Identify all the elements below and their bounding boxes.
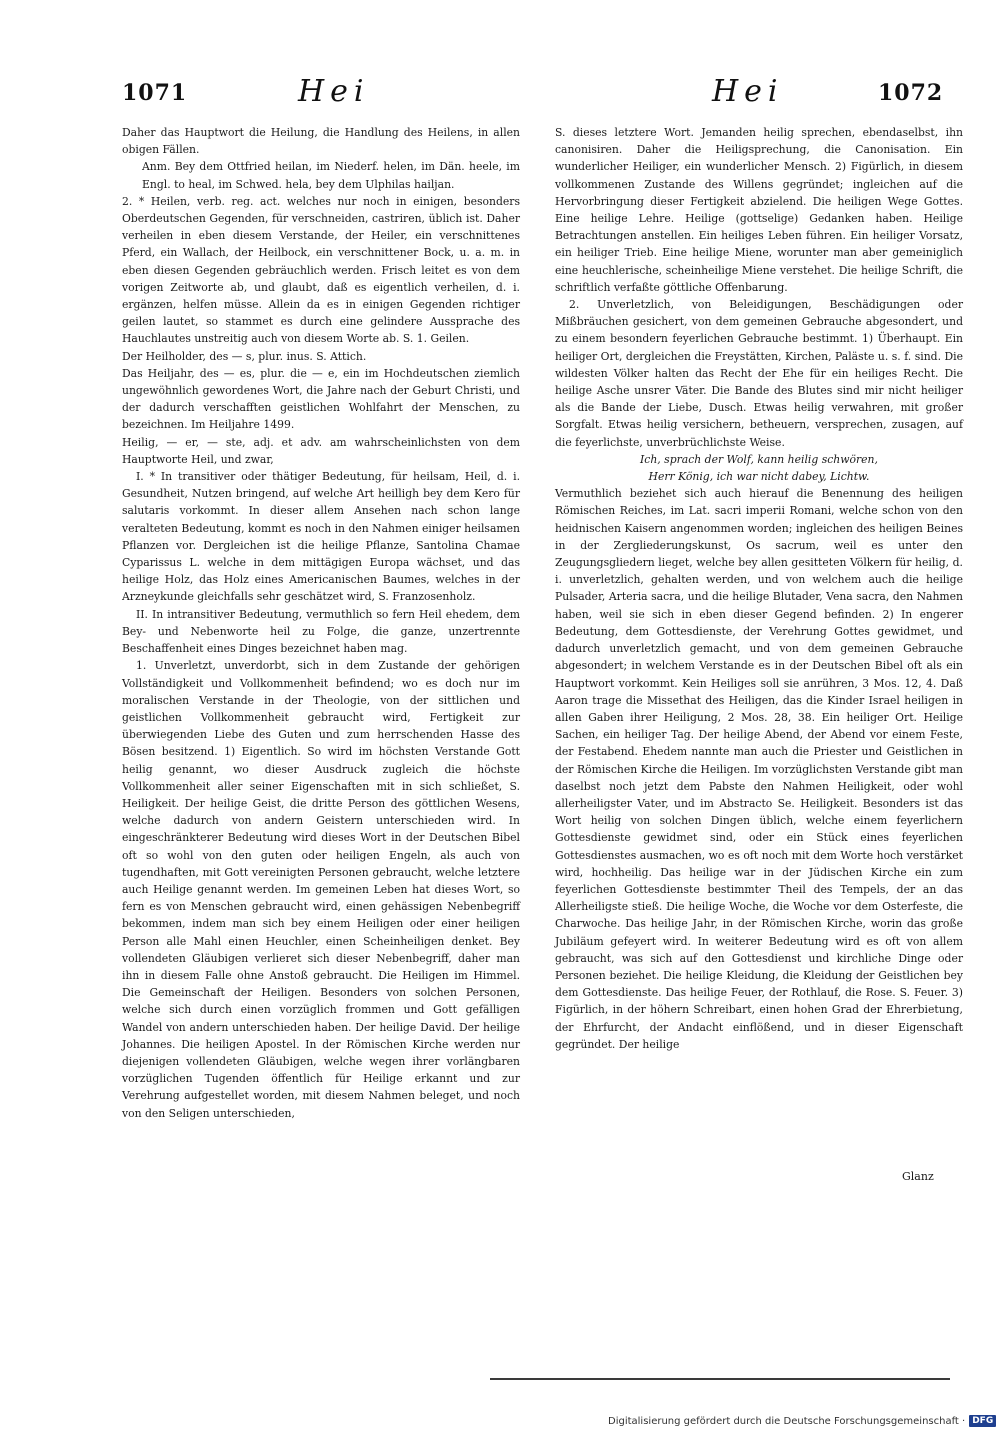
entry-heiljahr: Das Heiljahr, des — es, plur. die — e, ein im Hochdeutschen ziemlich ungewöhnlich gewordenes Wort, die Jahre nach der Geburt Christi, und der dadurch verschafften geistlichen Wohlfahrt der Menschen, zu bezeichnen. Im Heiljahre 1499.: [122, 366, 520, 432]
footer-rule: [490, 1378, 950, 1380]
entry-heilen-2: 2. * Heilen, verb. reg. act. welches nur noch in einigen, besonders Oberdeutschen Gegenden, für verschneiden, castriren, üblich ist. Daher verheilen in eben diesem Verstande, der Heiler, ein verschnittenes Pferd, ein Wallach, der Heilbock, ein verschnittener Bock, u. a. m. in eben diesen Gegenden gebräuchlich werden. Frisch leitet es von dem vorigen Zeitworte ab, und glaubt, daß es eigentlich verheilen, d. i. ergänzen, helfen müsse. Allein da es in einigen Gegenden richtiger geilen lautet, so stammet es durch eine gelindere Aussprache des Hauchlautes unstreitig auch von diesem Worte ab. S. 1. Geilen.: [122, 194, 520, 346]
digitization-footer: [608, 1413, 994, 1429]
entry-heilig: Heilig, — er, — ste, adj. et adv. am wahrscheinlichsten von dem Hauptworte Heil, und zwar,: [122, 435, 520, 466]
paragraph: S. dieses letztere Wort. Jemanden heilig sprechen, ebendaselbst, ihn canonisiren. Daher die Heiligsprechung, die Canonisation. Ein wunderlicher Heiliger, ein wunderlicher Mensch. 2) Figürlich, in diesem vollkommenen Zustande des Willens gegründet; ingleichen auf die Hervorbringung dieser Fertigkeit abzielend. Die heiligen Wege Gottes. Eine heilige Lehre. Heilige (gottselige) Gedanken haben. Heilige Betrachtungen anstellen. Ein heiliges Leben führen. Ein heiliger Vorsatz, ein heiliger Trieb. Eine heilige Miene, worunter man aber gemeiniglich eine heuchlerische, scheinheilige Miene verstehet. Die heilige Schrift, die schriftlich verfaßte göttliche Offenbarung.: [555, 126, 963, 294]
quote-line: Herr König, ich war nicht dabey, Lichtw.: [648, 470, 870, 484]
quote-line: Ich, sprach der Wolf, kann heilig schwören,: [640, 452, 878, 466]
left-column: [122, 124, 520, 1122]
left-page-number: 1071: [122, 80, 188, 106]
paragraph: I. * In transitiver oder thätiger Bedeutung, für heilsam, Heil, d. i. Gesundheit, Nutzen bringend, auf welche Art heilligh bey dem Kero für salutaris vorkommt. In dieser allem Ansehen nach schon lange veralteten Bedeutung, kommt es noch in den Nahmen einiger heilsamen Pflanzen vor. Dergleichen ist die heilige Pflanze, Santolina Chamae Cyparissus L. welche in dem mittägigen Europa wächset, und das heilige Holz, das Holz eines Americanischen Baumes, welches in der Arzneykunde gleichfalls sehr geschätzet wird, S. Franzosenholz.: [122, 470, 520, 604]
paragraph: 1. Unverletzt, unverdorbt, sich in dem Zustande der gehörigen Vollständigkeit und Vollkommenheit befindend; wo es doch nur im moralischen Verstande in der Theologie, von der sittlichen und geistlichen Vollkommenheit gebraucht wird, Fertigkeit zur überwiegenden Liebe des Guten und zum herrschenden Hasse des Bösen besitzend. 1) Eigentlich. So wird im höchsten Verstande Gott heilig genannt, wo dieser Ausdruck zugleich die höchste Vollkommenheit aller seiner Eigenschaften mit in sich schließet, S. Heiligkeit. Der heilige Geist, die dritte Person des göttlichen Wesens, welche dadurch von andern Geistern unterschieden wird. In eingeschränkterer Bedeutung wird dieses Wort in der Deutschen Bibel oft so wohl von den guten oder heiligen Engeln, als auch von tugendhaften, mit Gott vereinigten Personen gebraucht, welche letztere auch Heilige genannt werden. Im gemeinen Leben hat dieses Wort, so fern es von Menschen gebraucht wird, einen gehässigen Nebenbegriff bekommen, indem man sich bey einem Heiligen oder einer heiligen Person alle Mahl einen Heuchler, einen Scheinheiligen denket. Bey vollendeten Gläubigen verlieret sich dieser Nebenbegriff, daher man ihn in diesem Falle ohne Anstoß gebraucht. Die Heiligen im Himmel. Die Gemeinschaft der Heiligen. Besonders von solchen Personen, welche sich durch einen vorzüglich frommen und Gott gefälligen Wandel von andern unterschieden haben. Der heilige David. Der heilige Johannes. Die heiligen Apostel. In der Römischen Kirche werden nur diejenigen vollendeten Gläubigen, welche wegen ihrer vorlängbaren vorzüglichen Tugenden öffentlich für Heilige erkannt und zur Verehrung aufgestellet worden, mit diesem Nahmen beleget, und noch von den Seligen unterschieden,: [122, 659, 520, 1120]
catchword: Glanz: [902, 1170, 934, 1183]
right-running-head: Hei: [712, 74, 784, 109]
paragraph: Vermuthlich beziehet sich auch hierauf die Benennung des heiligen Römischen Reiches, im Lat. sacri imperii Romani, welche schon von den heidnischen Kaisern angenommen worden; ingleichen des heiligen Beines in der Zergliederungskunst, Os sacrum, weil es unter den Zeugungsgliedern lieget, welche bey allen gesitteten Völkern für heilig, d. i. unverletzlich, gehalten werden, und von welchem auch die heilige Pulsader, Arteria sacra, und die heilige Blutader, Vena sacra, den Nahmen haben, weil sie sich in eben dieser Gegend befinden. 2) In engerer Bedeutung, dem Gottesdienste, der Verehrung Gottes gewidmet, und dadurch unverletzlich gemacht, und von dem gemeinen Gebrauche abgesondert; in welchem Verstande es in der Deutschen Bibel oft als ein Hauptwort vorkommt. Kein Heiliges soll sie anrühren, 3 Mos. 12, 4. Daß Aaron trage die Missethat des Heiligen, das die Kinder Israel heiligen in allen Gaben ihrer Heiligung, 2 Mos. 28, 38. Ein heiliger Ort. Heilige Sachen, ein heiliger Tag. Der heilige Abend, der Abend vor einem Feste, der Festabend. Ehedem nannte man auch die Priester und Geistlichen in der Römischen Kirche die Heiligen. Im vorzüglichsten Verstande gibt man daselbst noch jetzt dem Pabste den Nahmen Heiligkeit, oder wohl allerheiligster Vater, und im Abstracto Se. Heiligkeit. Besonders ist das Wort heilig von solchen Dingen üblich, welche einem feyerlichern Gottesdienste gewidmet sind, oder ein Stück eines feyerlichen Gottesdienstes ausmachen, wo es oft noch mit dem Worte hoch verstärket wird, hochheilig. Das heilige war in der Jüdischen Kirche ein zum feyerlichen Gottesdienste bestimmter Theil des Tempels, der an das Allerheiligste stieß. Die heilige Woche, die Woche vor dem Osterfeste, die Charwoche. Das heilige Jahr, in der Römischen Kirche, worin das große Jubiläum gefeyert wird. In weiterer Bedeutung wird es oft von allem gebraucht, was sich auf den Gottesdienst und kirchliche Dinge oder Personen beziehet. Die heilige Kleidung, die Kleidung der Geistlichen bey dem Gottesdienste. Das heilige Feuer, der Rothlauf, die Rose. S. Feuer. 3) Figürlich, in der höhern Schreibart, einen hohen Grad der Ehrerbietung, der Ehrfurcht, der Andacht einflößend, und in dieser Eigenschaft gegründet. Der heilige: [555, 487, 963, 1051]
paragraph: II. In intransitiver Bedeutung, vermuthlich so fern Heil ehedem, dem Bey- und Nebenworte heil zu Folge, die ganze, unzertrennte Beschaffenheit eines Dinges bezeichnet haben mag.: [122, 607, 520, 656]
paragraph: Daher das Hauptwort die Heilung, die Handlung des Heilens, in allen obigen Fällen.: [122, 126, 520, 157]
left-running-head: Hei: [298, 74, 370, 109]
right-page-number: 1072: [878, 80, 944, 106]
annotation-paragraph: Anm. Bey dem Ottfried heilan, im Niederf. helen, im Dän. heele, im Engl. to heal, im Schwed. hela, bey dem Ulphilas hailjan.: [142, 160, 520, 191]
entry-heilholder: Der Heilholder, des — s, plur. inus. S. Attich.: [122, 349, 367, 363]
dfg-logo: DFG: [969, 1415, 996, 1427]
right-column: [555, 124, 963, 1053]
footer-text: Digitalisierung gefördert durch die Deutsche Forschungsgemeinschaft ·: [608, 1415, 966, 1427]
paragraph: 2. Unverletzlich, von Beleidigungen, Beschädigungen oder Mißbräuchen gesichert, von dem gemeinen Gebrauche abgesondert, und zu einem besondern feyerlichen Gebrauche bestimmt. 1) Überhaupt. Ein heiliger Ort, dergleichen die Freystätten, Kirchen, Paläste u. s. f. sind. Die wildesten Völker halten das Recht der Ehe für ein heiliges Recht. Die heilige Asche unsrer Väter. Die Bande des Blutes sind mir nicht heiliger als die Bande der Liebe, Dusch. Etwas heilig verwahren, mit großer Sorgfalt. Etwas heilig versichern, betheuern, versprechen, zusagen, auf die feyerlichste, unverbrüchlichste Weise.: [555, 298, 963, 449]
